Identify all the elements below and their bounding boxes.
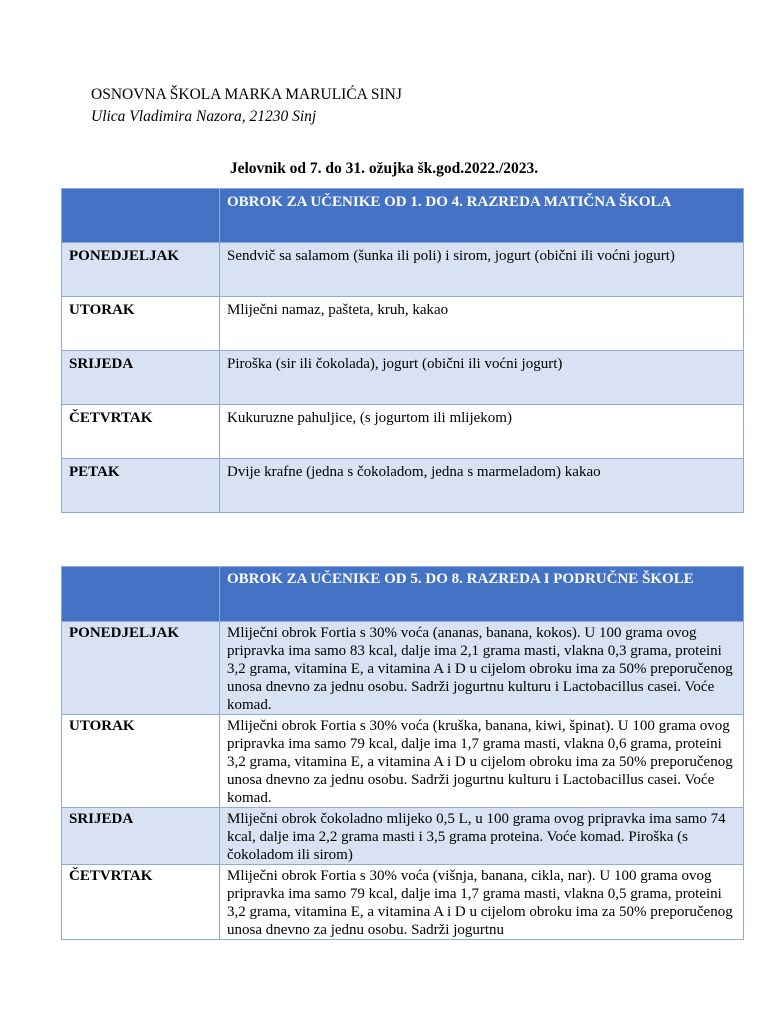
table-heading: OBROK ZA UČENIKE OD 5. DO 8. RAZREDA I PODRUČNE ŠKOLE (220, 567, 744, 622)
table-row (62, 459, 744, 513)
header-empty-cell (62, 189, 220, 243)
day-label: PONEDJELJAK (62, 622, 220, 715)
meal-description: Sendvič sa salamom (šunka ili poli) i sirom, jogurt (obični ili voćni jogurt) (220, 243, 744, 297)
meal-description: Dvije krafne (jedna s čokoladom, jedna s marmeladom) kakao (220, 459, 744, 513)
menu-table-grades-1-4 (61, 188, 744, 513)
meal-description: Piroška (sir ili čokolada), jogurt (obični ili voćni jogurt) (220, 351, 744, 405)
table-header-row (62, 189, 744, 243)
day-label: PONEDJELJAK (62, 243, 220, 297)
table-row (62, 808, 744, 865)
school-name: OSNOVNA ŠKOLA MARKA MARULIĆA SINJ (91, 86, 402, 103)
meal-description: Kukuruzne pahuljice, (s jogurtom ili mlijekom) (220, 405, 744, 459)
table-row (62, 405, 744, 459)
meal-description: Mliječni namaz, pašteta, kruh, kakao (220, 297, 744, 351)
table-heading: OBROK ZA UČENIKE OD 1. DO 4. RAZREDA MATIČNA ŠKOLA (220, 189, 744, 243)
day-label: UTORAK (62, 297, 220, 351)
day-label: SRIJEDA (62, 351, 220, 405)
meal-description: Mliječni obrok Fortia s 30% voća (višnja, banana, cikla, nar). U 100 grama ovog pripravka ima samo 79 kcal, dalje ima 1,7 grama masti, vlakna 0,5 grama, proteini 3,2 grama, vitamina E, a vitamina A i D u cijelom obroku ima za 50% preporučenog unosa dnevno za jednu osobu. Sadrži jogurtnu (220, 865, 744, 940)
table-row (62, 865, 744, 940)
day-label: ČETVRTAK (62, 405, 220, 459)
table-row (62, 622, 744, 715)
meal-description: Mliječni obrok Fortia s 30% voća (kruška, banana, kiwi, špinat). U 100 grama ovog pripravka ima samo 79 kcal, dalje ima 1,7 grama masti, vlakna 0,6 grama, proteini 3,2 grama, vitamina E, a vitamina A i D u cijelom obroku ima za 50% preporučenog unosa dnevno za jednu osobu. Sadrži jogurtnu kulturu i Lactobacillus casei. Voće komad. (220, 715, 744, 808)
meal-description: Mliječni obrok čokoladno mlijeko 0,5 L, u 100 grama ovog pripravka ima samo 74 kcal, dalje ima 2,2 grama masti i 3,5 grama proteina. Voće komad. Piroška (s čokoladom ili sirom) (220, 808, 744, 865)
meal-description: Mliječni obrok Fortia s 30% voća (ananas, banana, kokos). U 100 grama ovog pripravka ima samo 83 kcal, dalje ima 2,1 grama masti, vlakna 0,3 grama, proteini 3,2 grama, vitamina E, a vitamina A i D u cijelom obroku ima za 50% preporučenog unosa dnevno za jednu osobu. Sadrži jogurtnu kulturu i Lactobacillus casei. Voće komad. (220, 622, 744, 715)
menu-title: Jelovnik od 7. do 31. ožujka šk.god.2022./2023. (229, 160, 539, 177)
table-row (62, 297, 744, 351)
table-row (62, 715, 744, 808)
day-label: ČETVRTAK (62, 865, 220, 940)
school-address: Ulica Vladimira Nazora, 21230 Sinj (91, 108, 317, 125)
table-row (62, 243, 744, 297)
table-header-row (62, 567, 744, 622)
day-label: PETAK (62, 459, 220, 513)
table-row (62, 351, 744, 405)
header-empty-cell (62, 567, 220, 622)
menu-table-grades-5-8 (61, 566, 744, 940)
day-label: UTORAK (62, 715, 220, 808)
day-label: SRIJEDA (62, 808, 220, 865)
